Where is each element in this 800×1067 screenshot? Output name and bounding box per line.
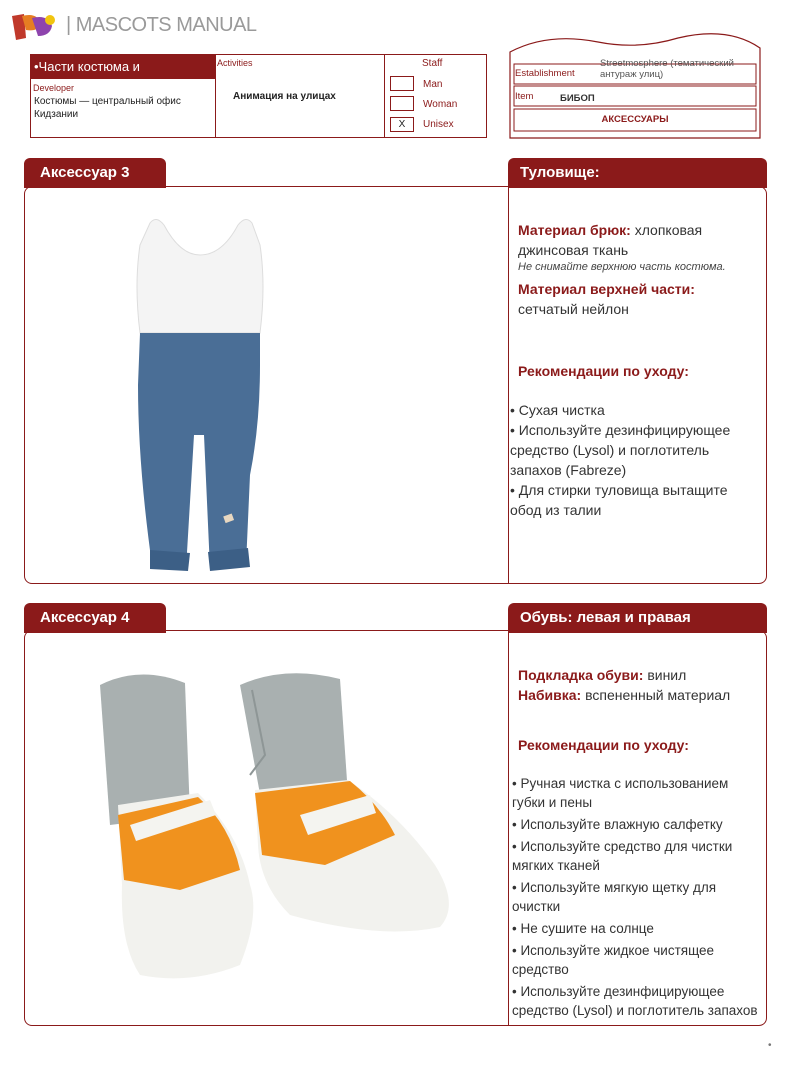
top-material-value: сетчатый нейлон bbox=[518, 301, 629, 317]
shoes-details bbox=[518, 665, 763, 755]
torso-care-list bbox=[510, 400, 760, 520]
pants-material-value: хлопковая джинсовая ткань bbox=[518, 222, 703, 258]
shoes-title: Обувь: левая и правая bbox=[508, 603, 767, 633]
staff-woman-label: Woman bbox=[423, 99, 458, 110]
activities-label: Activities bbox=[217, 58, 253, 68]
activities-cell bbox=[216, 55, 385, 137]
pants-material-label: Материал брюк: bbox=[518, 222, 631, 238]
torso-care-item: • Для стирки туловища вытащите обод из талии bbox=[510, 482, 728, 518]
filling-label: Набивка: bbox=[518, 687, 582, 703]
staff-man-label: Man bbox=[423, 79, 443, 90]
shoes-care-title: Рекомендации по уходу: bbox=[518, 737, 689, 753]
torso-care-item: • Используйте дезинфицирующее средство (Lysol) и поглотитель запахов (Fabreze) bbox=[510, 422, 731, 478]
developer-cell bbox=[31, 55, 216, 137]
staff-unisex-label: Unisex bbox=[423, 119, 454, 130]
info-table bbox=[30, 54, 487, 138]
kidzania-logo bbox=[8, 10, 64, 44]
top-material-label: Материал верхней части: bbox=[518, 281, 695, 297]
section-title: •Части костюма и bbox=[31, 55, 215, 79]
accessory-4-title: Аксессуар 4 bbox=[24, 603, 166, 633]
establishment-label: Establishment bbox=[515, 68, 575, 79]
torso-title: Туловище: bbox=[508, 158, 767, 188]
shoes-care-item: • Используйте влажную салфетку bbox=[512, 817, 723, 832]
staff-label: Staff bbox=[422, 58, 443, 69]
filling-value: вспененный материал bbox=[585, 687, 731, 703]
developer-value: Костюмы — центральный офис Кидзании bbox=[34, 96, 181, 120]
shoes-care-item: • Ручная чистка с использованием губки и пены bbox=[512, 776, 729, 810]
torso-care-item: • Сухая чистка bbox=[510, 402, 605, 418]
shoes-care-item: • Используйте дезинфицирующее средство (Lysol) и поглотитель запахов bbox=[512, 984, 758, 1018]
establishment-badge-frame bbox=[508, 30, 763, 142]
page-marker: • bbox=[768, 1040, 772, 1051]
shoes-care-item: • Используйте жидкое чистящее средство bbox=[512, 943, 715, 977]
shoes-image bbox=[90, 665, 470, 995]
shoes-care-item: • Не сушите на солнце bbox=[512, 921, 654, 936]
torso-costume-image bbox=[110, 215, 290, 580]
category-label: АКСЕССУАРЫ bbox=[601, 114, 669, 125]
shoes-care-item: • Используйте средство для чистки мягких тканей bbox=[512, 839, 733, 873]
staff-unisex-checkbox[interactable]: X bbox=[390, 117, 414, 132]
brand-title: | MASCOTS MANUAL bbox=[66, 14, 257, 36]
activities-value: Анимация на улицах bbox=[233, 91, 336, 102]
accessory-3-title: Аксессуар 3 bbox=[24, 158, 166, 188]
shoes-care-item: • Используйте мягкую щетку для очистки bbox=[512, 880, 717, 914]
lining-value: винил bbox=[647, 667, 687, 683]
torso-care-title: Рекомендации по уходу: bbox=[518, 363, 689, 379]
shoes-care-list bbox=[512, 774, 762, 1062]
establishment-value: Streetmosphere (тематический антураж улиц) bbox=[600, 58, 734, 80]
torso-details bbox=[518, 220, 763, 381]
staff-man-checkbox[interactable] bbox=[390, 76, 414, 91]
panel-divider bbox=[508, 630, 509, 1026]
developer-label: Developer bbox=[33, 83, 75, 93]
item-label: Item bbox=[515, 91, 534, 102]
panel-divider bbox=[508, 186, 509, 584]
lining-label: Подкладка обуви: bbox=[518, 667, 644, 683]
torso-note: Не снимайте верхнюю часть костюма. bbox=[518, 261, 726, 273]
staff-woman-checkbox[interactable] bbox=[390, 96, 414, 111]
staff-cell bbox=[385, 55, 485, 137]
item-value: БИБОП bbox=[560, 93, 595, 104]
